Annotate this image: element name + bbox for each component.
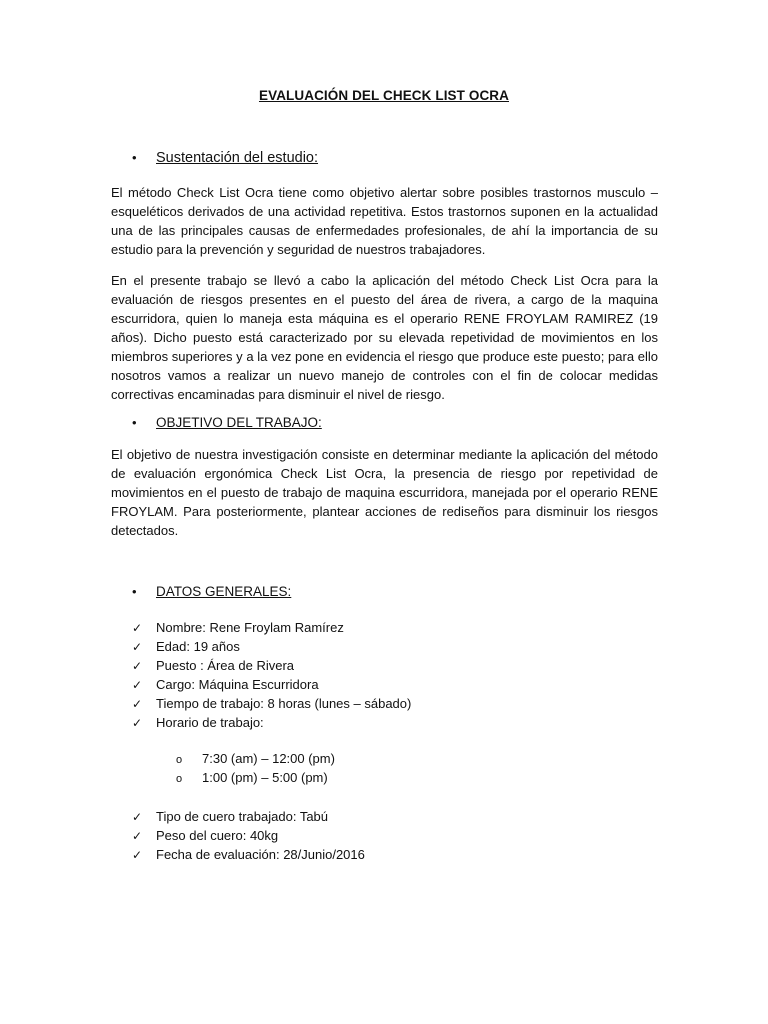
document-title: EVALUACIÓN DEL CHECK LIST OCRA [258, 88, 509, 103]
list-item [176, 770, 335, 789]
datos-list-continued [132, 809, 365, 866]
list-item [132, 639, 411, 658]
bullet-icon: • [132, 584, 137, 599]
list-item [132, 696, 411, 715]
check-icon: ✓ [132, 678, 143, 692]
check-icon: ✓ [132, 848, 143, 862]
check-icon: ✓ [132, 659, 143, 673]
list-item-text: 1:00 (pm) – 5:00 (pm) [202, 770, 328, 785]
bullet-icon: • [132, 150, 137, 165]
list-item [132, 809, 365, 828]
list-item-text: 7:30 (am) – 12:00 (pm) [202, 751, 335, 766]
list-item [132, 620, 411, 639]
list-item-text: Edad: 19 años [156, 639, 240, 654]
list-item [176, 751, 335, 770]
list-item-text: Tiempo de trabajo: 8 horas (lunes – sábado) [156, 696, 412, 711]
list-item [132, 715, 411, 734]
section-heading-text: Sustentación del estudio: [156, 150, 319, 166]
section-heading-sustentacion [132, 150, 318, 166]
list-item [132, 658, 411, 677]
check-icon: ✓ [132, 716, 143, 730]
circle-bullet-icon: o [176, 754, 183, 766]
list-item-text: Peso del cuero: 40kg [156, 828, 279, 843]
list-item-text: Fecha de evaluación: 28/Junio/2016 [156, 847, 365, 862]
list-item [132, 677, 411, 696]
check-icon: ✓ [132, 810, 143, 824]
check-icon: ✓ [132, 697, 143, 711]
section-heading-objetivo [132, 415, 322, 430]
section-heading-datos [132, 584, 291, 599]
check-icon: ✓ [132, 829, 143, 843]
bullet-icon: • [132, 415, 137, 430]
list-item-text: Tipo de cuero trabajado: Tabú [156, 809, 329, 824]
circle-bullet-icon: o [176, 773, 183, 785]
list-item-text: Puesto : Área de Rivera [156, 658, 295, 673]
list-item-text: Nombre: Rene Froylam Ramírez [156, 620, 344, 635]
paragraph-sustentacion-1: El método Check List Ocra tiene como objetivo alertar sobre posibles trastornos musculo – esqueléticos derivados de una actividad repetitiva. Estos trastornos suponen en la actualidad una de las principales causas de enfermedades profesionales, de ahí la importancia de su estudio para la prevención y seguridad de nuestros trabajadores. [111, 185, 658, 257]
list-item [132, 847, 365, 866]
section-heading-text: OBJETIVO DEL TRABAJO: [156, 415, 322, 430]
paragraph-sustentacion-2: En el presente trabajo se llevó a cabo la aplicación del método Check List Ocra para la evaluación de riesgos presentes en el puesto del área de rivera, a cargo de la maquina escurridora, quien lo maneja esta máquina es el operario RENE FROYLAM RAMIREZ (19 años). Dicho puesto está caracterizado por su elevada repetividad de movimientos en los miembros superiores y a la vez pone en evidencia el riesgo que produce este puesto; para ello nosotros vamos a realizar un nuevo manejo de controles con el fin de colocar medidas correctivas encaminadas para disminuir el nivel de riesgo. [111, 273, 658, 402]
list-item-text: Cargo: Máquina Escurridora [156, 677, 319, 692]
paragraph-objetivo: El objetivo de nuestra investigación consiste en determinar mediante la aplicación del método de evaluación ergonómica Check List Ocra, la presencia de riesgo por repetividad de movimientos en el puesto de trabajo de maquina escurridora, manejada por el operario RENE FROYLAM. Para posteriormente, plantear acciones de rediseños para disminuir los riesgos detectados. [111, 447, 658, 538]
check-icon: ✓ [132, 621, 143, 635]
datos-list [132, 620, 411, 734]
list-item [132, 828, 365, 847]
check-icon: ✓ [132, 640, 143, 654]
schedule-list [176, 751, 335, 789]
list-item-text: Horario de trabajo: [156, 715, 264, 730]
section-heading-text: DATOS GENERALES: [156, 584, 292, 599]
